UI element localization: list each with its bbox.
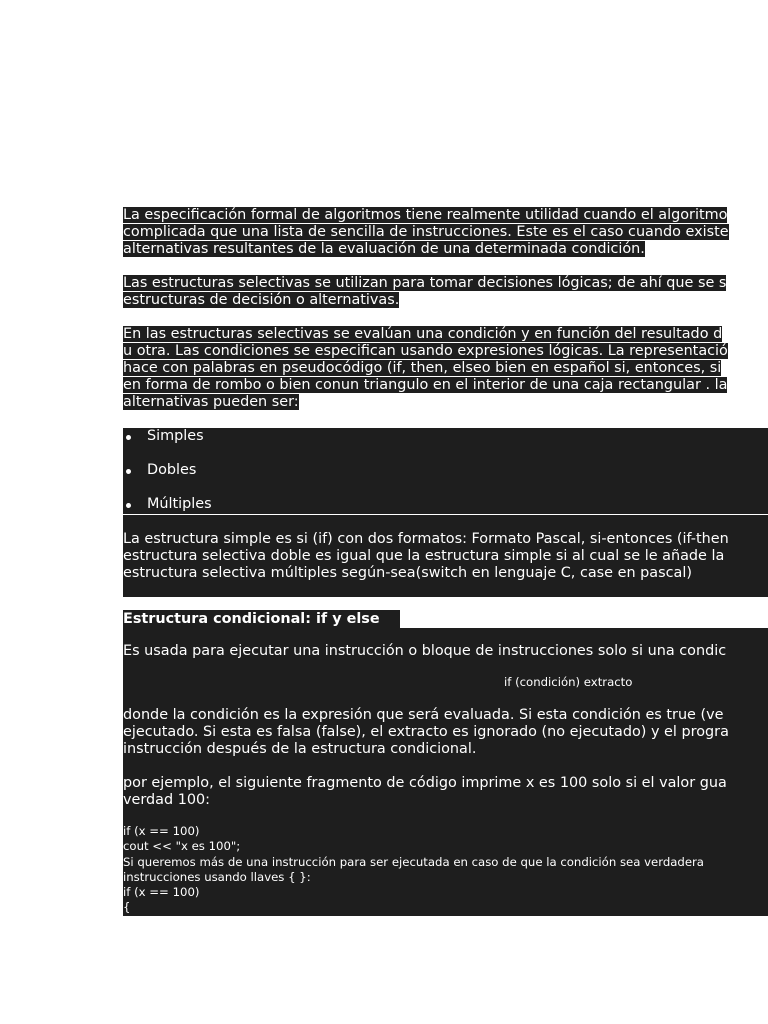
bullet-icon	[126, 469, 131, 474]
paragraph-if-usage	[123, 643, 726, 660]
list-item: Simples	[147, 428, 204, 445]
code-line: cout << "x es 100";	[123, 839, 241, 854]
paragraph-line: En las estructuras selectivas se evalúan una condición y en función del resultado d	[123, 326, 723, 342]
paragraph-intro	[123, 207, 729, 258]
code-line: {	[123, 900, 131, 915]
paragraph-line: estructuras de decisión o alternativas.	[123, 292, 400, 308]
paragraph-line: u otra. Las condiciones se especifican usando expresiones lógicas. La representació	[123, 343, 728, 359]
paragraph-line: por ejemplo, el siguiente fragmento de código imprime x es 100 solo si el valor gua	[123, 775, 727, 791]
paragraph-line: Es usada para ejecutar una instrucción o bloque de instrucciones solo si una condic	[123, 643, 727, 659]
paragraph-evaluation	[123, 326, 728, 411]
section-gap	[123, 597, 768, 610]
paragraph-line: donde la condición es la expresión que será evaluada. Si esta condición es true (ve	[123, 707, 724, 723]
paragraph-condition-explanation	[123, 707, 729, 758]
code-line: Si queremos más de una instrucción para ser ejecutada en caso de que la condición sea verdadera	[123, 854, 704, 869]
section-heading: Estructura condicional: if y else	[123, 611, 380, 627]
paragraph-line: estructura selectiva doble es igual que la estructura simple si al cual se le añade la	[123, 548, 725, 564]
paragraph-line: alternativas resultantes de la evaluación de una determinada condición.	[123, 241, 645, 257]
list-item: Dobles	[147, 462, 196, 479]
list-item: Múltiples	[147, 496, 212, 513]
paragraph-simple-structure	[123, 531, 729, 582]
code-snippet	[123, 824, 704, 916]
bullet-list	[123, 428, 768, 514]
paragraph-line: Las estructuras selectivas se utilizan para tomar decisiones lógicas; de ahí que se s	[123, 275, 727, 291]
paragraph-line: hace con palabras en pseudocódigo (if, then, elseo bien en español si, entonces, si	[123, 360, 722, 376]
code-line: instrucciones usando llaves { }:	[123, 869, 311, 884]
code-line: if (x == 100)	[123, 885, 200, 900]
syntax-example: if (condición) extracto	[504, 675, 633, 689]
bullet-icon	[126, 435, 131, 440]
paragraph-line: verdad 100:	[123, 792, 211, 808]
code-line: if (x == 100)	[123, 824, 200, 838]
paragraph-line: ejecutado. Si esta es falsa (false), el extracto es ignorado (no ejecutado) y el progra	[123, 724, 729, 740]
paragraph-line: La estructura simple es si (if) con dos formatos: Formato Pascal, si-entonces (if-then	[123, 531, 729, 547]
paragraph-line: complicada que una lista de sencilla de instrucciones. Este es el caso cuando existe	[123, 224, 729, 240]
bullet-icon	[126, 503, 131, 508]
paragraph-line: estructura selectiva múltiples según-sea(switch en lenguaje C, case en pascal)	[123, 565, 692, 581]
paragraph-selective-structures	[123, 275, 726, 309]
paragraph-line: instrucción después de la estructura condicional.	[123, 741, 477, 757]
paragraph-example-intro	[123, 775, 727, 809]
paragraph-line: alternativas pueden ser:	[123, 394, 299, 410]
heading-gap	[400, 610, 768, 628]
paragraph-line: en forma de rombo o bien conun triangulo en el interior de una caja rectangular . la	[123, 377, 728, 393]
paragraph-line: La especificación formal de algoritmos tiene realmente utilidad cuando el algoritmo	[123, 207, 728, 223]
